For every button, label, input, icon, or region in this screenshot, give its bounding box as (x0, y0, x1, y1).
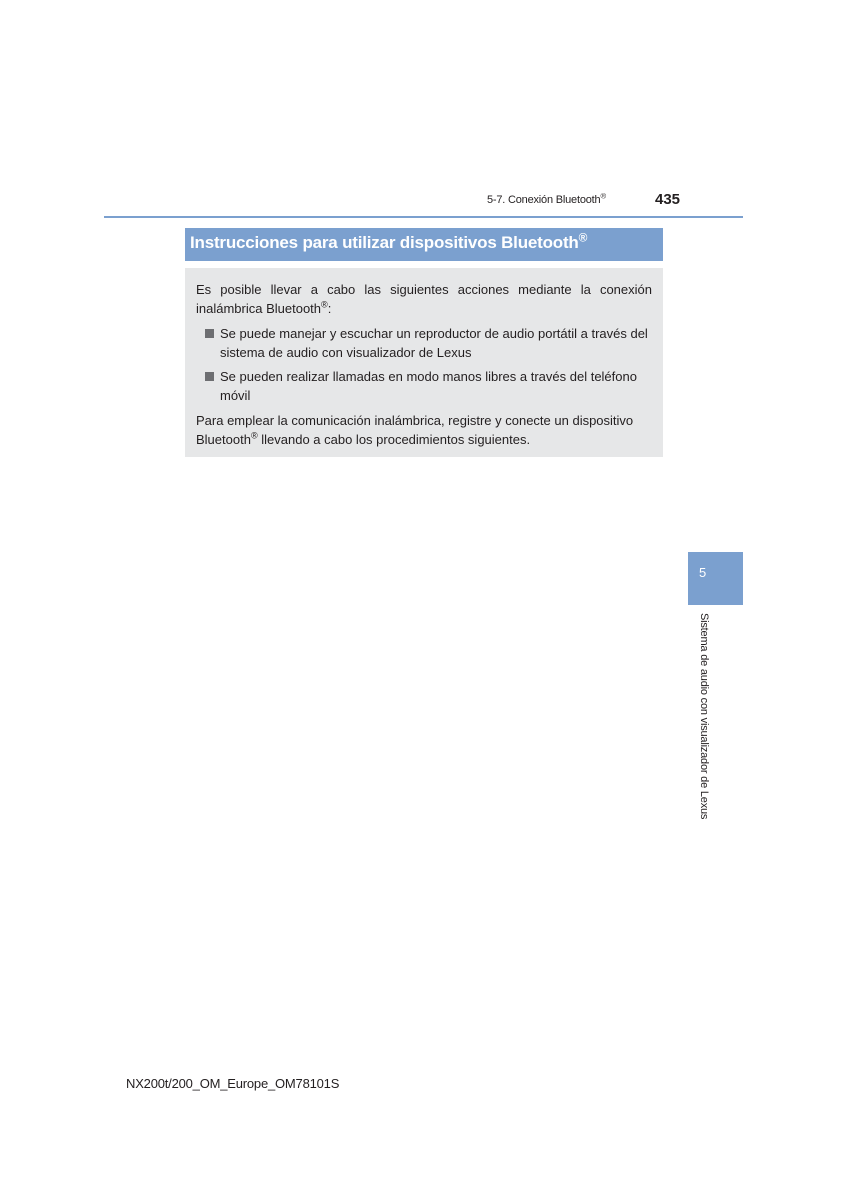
closing-text: Para emplear la comunicación inalámbrica, registre y conecte un dispositivo Bluetooth (196, 413, 634, 447)
title-bar (185, 228, 663, 261)
page-title (190, 230, 663, 253)
closing-paragraph (196, 410, 652, 449)
list-item-text: Se puede manejar y escuchar un reproductor de audio portátil a través del sistema de audio con visualizador de Lexus (220, 326, 648, 360)
page-title-reg-mark: ® (578, 230, 588, 245)
square-bullet-icon (205, 372, 214, 381)
section-title: 5-7. Conexión Bluetooth (487, 194, 601, 206)
square-bullet-icon (205, 329, 214, 338)
section-title-reg-mark: ® (600, 191, 606, 201)
chapter-number: 5 (699, 565, 707, 580)
chapter-tab (688, 552, 743, 605)
intro-colon: : (327, 301, 332, 316)
intro-paragraph (196, 280, 652, 318)
list-item (196, 367, 652, 405)
intro-text: Es posible llevar a cabo las siguientes acciones mediante la conexión inalámbrica Bluetooth (196, 282, 652, 316)
list-item-text: Se pueden realizar llamadas en modo manos libres a través del teléfono móvil (220, 369, 637, 403)
section-header (487, 191, 606, 206)
intro-reg-mark: ® (321, 299, 328, 310)
document-code: NX200t/200_OM_Europe_OM78101S (126, 1076, 340, 1091)
chapter-title: Sistema de audio con visualizador de Lexus (698, 613, 710, 820)
closing-text-end: llevando a cabo los procedimientos siguientes. (257, 432, 531, 447)
list-item (196, 324, 652, 362)
header-divider (104, 216, 743, 218)
closing-reg-mark: ® (250, 430, 258, 441)
page-title-text: Instrucciones para utilizar dispositivos Bluetooth (190, 233, 579, 252)
info-box (185, 268, 663, 457)
page-number: 435 (655, 191, 681, 208)
